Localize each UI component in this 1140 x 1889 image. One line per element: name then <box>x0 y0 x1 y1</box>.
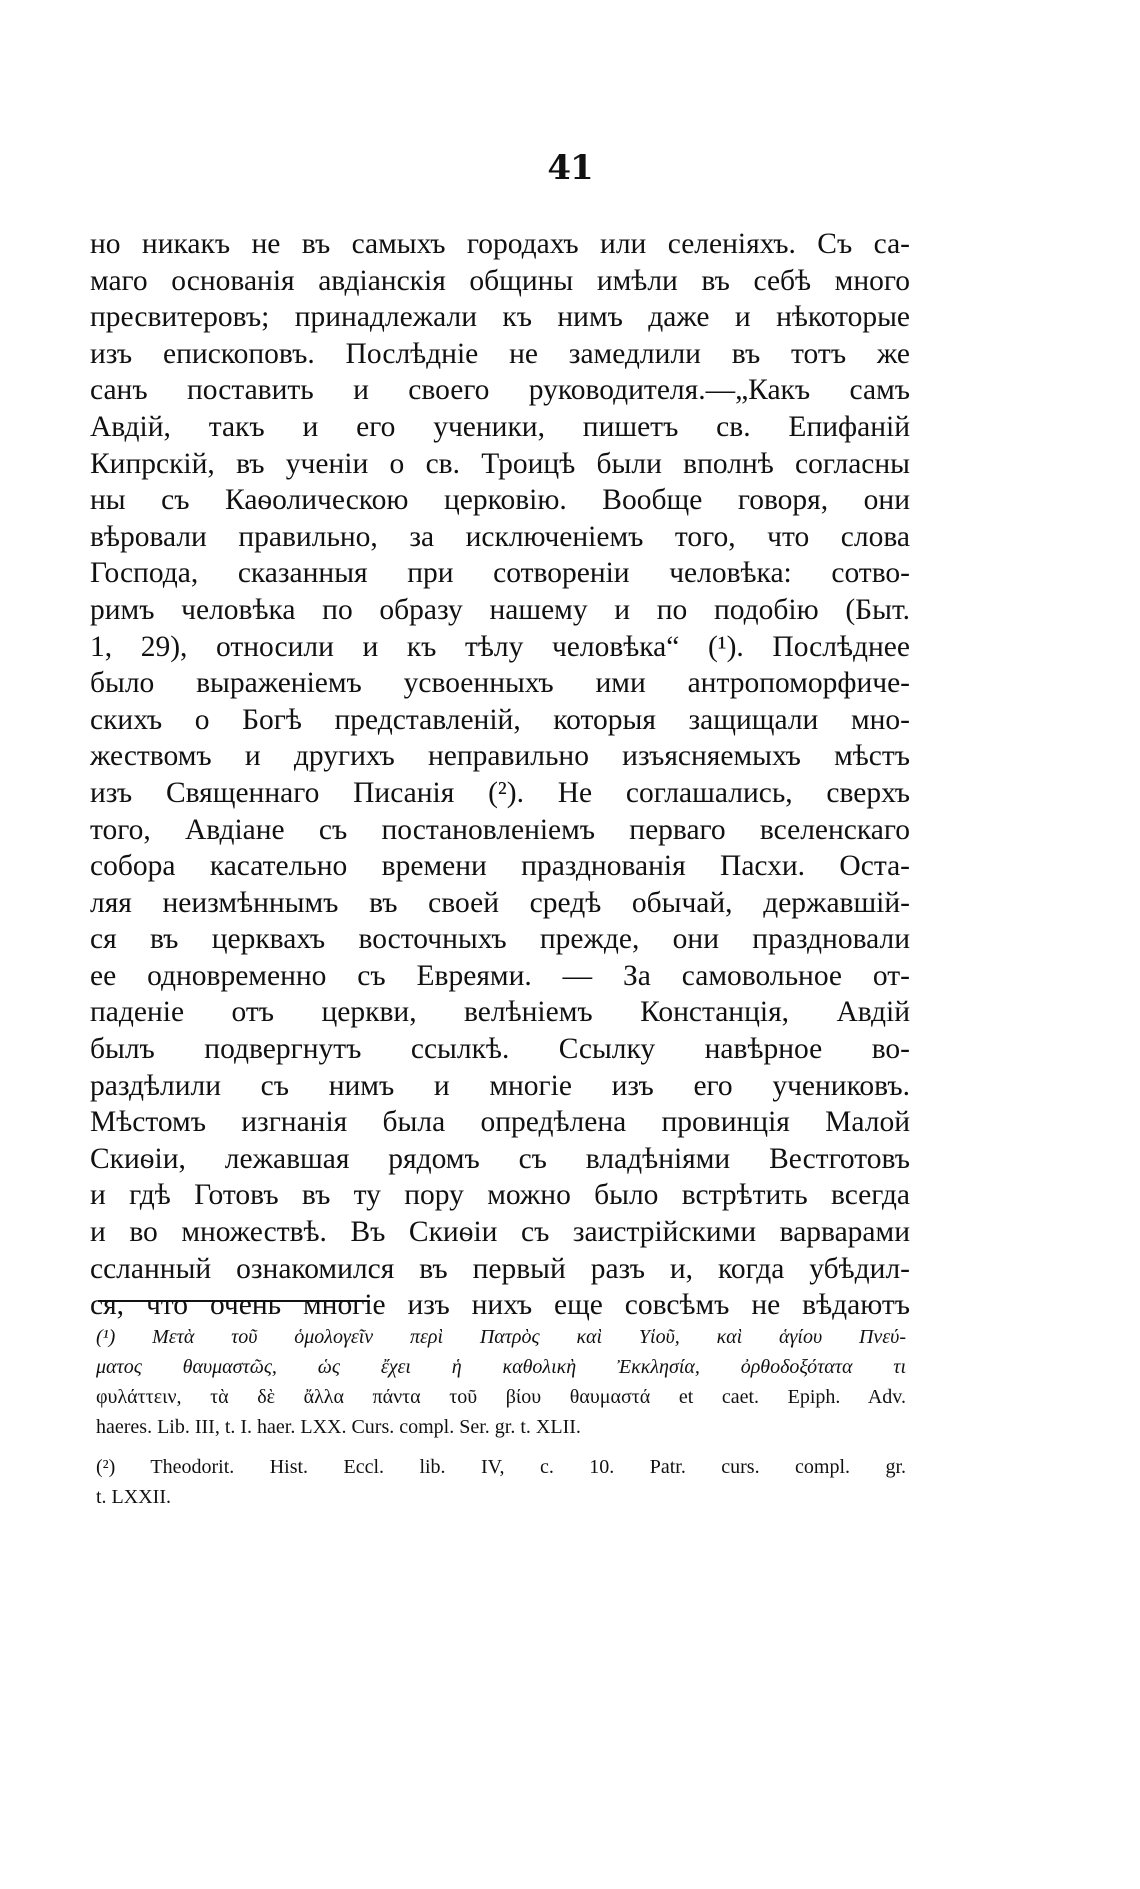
text-line: изъ Священнаго Писанія (²). Не соглашались, сверхъ <box>90 776 910 809</box>
footnote-line: t. LXXII. <box>96 1486 171 1508</box>
footnote-line: (¹) Μετὰ τοῦ ὁμολογεῖν περὶ Πατρὸς καὶ Υἱοῦ, καὶ ἁγίου Πνεύ- <box>96 1326 906 1348</box>
text-line: ляя неизмѣннымъ въ своей средѣ обычай, державшій- <box>90 886 910 919</box>
footnote-line: haeres. Lib. III, t. I. haer. LXX. Curs. compl. Ser. gr. t. XLII. <box>96 1416 581 1438</box>
body-text <box>90 226 910 1324</box>
text-line: пресвитеровъ; принадлежали къ нимъ даже и нѣкоторые <box>90 301 910 334</box>
text-line: ся въ церквахъ восточныхъ прежде, они праздновали <box>90 923 910 956</box>
text-line: паденіе отъ церкви, велѣніемъ Констанція, Авдій <box>90 996 910 1029</box>
text-line: было выраженіемъ усвоенныхъ ими антропоморфиче- <box>90 667 910 700</box>
text-line: скихъ о Богѣ представленій, которыя защищали мно- <box>90 703 910 736</box>
text-line: того, Авдіане съ постановленіемъ перваго вселенскаго <box>90 813 910 846</box>
text-line: былъ подвергнутъ ссылкѣ. Ссылку навѣрное во- <box>90 1033 910 1066</box>
text-line: раздѣлили съ нимъ и многіе изъ его учениковъ. <box>90 1069 910 1102</box>
text-line: и гдѣ Готовъ въ ту пору можно было встрѣтить всегда <box>90 1179 910 1212</box>
text-line: изъ епископовъ. Послѣдніе не замедлили въ тотъ же <box>90 337 910 370</box>
page-number: 41 <box>547 148 593 188</box>
footnote-line: φυλάττειν, τὰ δὲ ἄλλα πάντα τοῦ βίου θαυμαστά et caet. Epiph. Adv. <box>96 1386 906 1408</box>
text-line: римъ человѣка по образу нашему и по подобію (Быт. <box>90 593 910 626</box>
footnote-line: (²) Theodorit. Hist. Eccl. lib. IV, c. 10. Patr. curs. compl. gr. <box>96 1456 906 1478</box>
text-line: Господа, сказанныя при сотвореніи человѣка: сотво- <box>90 557 910 590</box>
text-line: Авдій, такъ и его ученики, пишетъ св. Епифаній <box>90 410 910 443</box>
footnote-separator <box>98 1300 370 1302</box>
footnote-line: ματος θαυμαστῶς, ὡς ἔχει ἡ καθολικὴ Ἐκκλησία, ὀρθοδοξότατα τι <box>96 1356 906 1378</box>
text-line: маго основанія авдіанскія общины имѣли въ себѣ много <box>90 264 910 297</box>
footnotes <box>96 1322 906 1512</box>
text-line: санъ поставить и своего руководителя.—„Какъ самъ <box>90 374 910 407</box>
footnote-1 <box>96 1322 906 1442</box>
text-line: и во множествѣ. Въ Скиѳіи съ заистрійскими варварами <box>90 1216 910 1249</box>
text-line: ссланный ознакомился въ первый разъ и, когда убѣдил- <box>90 1252 910 1285</box>
text-line: ны съ Каѳолическою церковію. Вообще говоря, они <box>90 484 910 517</box>
footnote-2 <box>96 1452 906 1512</box>
text-line: жествомъ и другихъ неправильно изъясняемыхъ мѣстъ <box>90 740 910 773</box>
text-line: собора касательно времени празднованія Пасхи. Оста- <box>90 850 910 883</box>
text-line: Мѣстомъ изгнанія была опредѣлена провинція Малой <box>90 1106 910 1139</box>
text-line: вѣровали правильно, за исключеніемъ того, что слова <box>90 520 910 553</box>
text-line: 1, 29), относили и къ тѣлу человѣка“ (¹). Послѣднее <box>90 630 910 663</box>
text-line: Скиѳіи, лежавшая рядомъ съ владѣніями Вестготовъ <box>90 1142 910 1175</box>
text-line: ся, что очень многіе изъ нихъ еще совсѣмъ не вѣдаютъ <box>90 1289 910 1322</box>
text-line: но никакъ не въ самыхъ городахъ или селеніяхъ. Съ са- <box>90 228 910 260</box>
text-line: ее одновременно съ Евреями. — За самовольное от- <box>90 959 910 992</box>
text-line: Кипрскій, въ ученіи о св. Троицѣ были вполнѣ согласны <box>90 447 910 480</box>
